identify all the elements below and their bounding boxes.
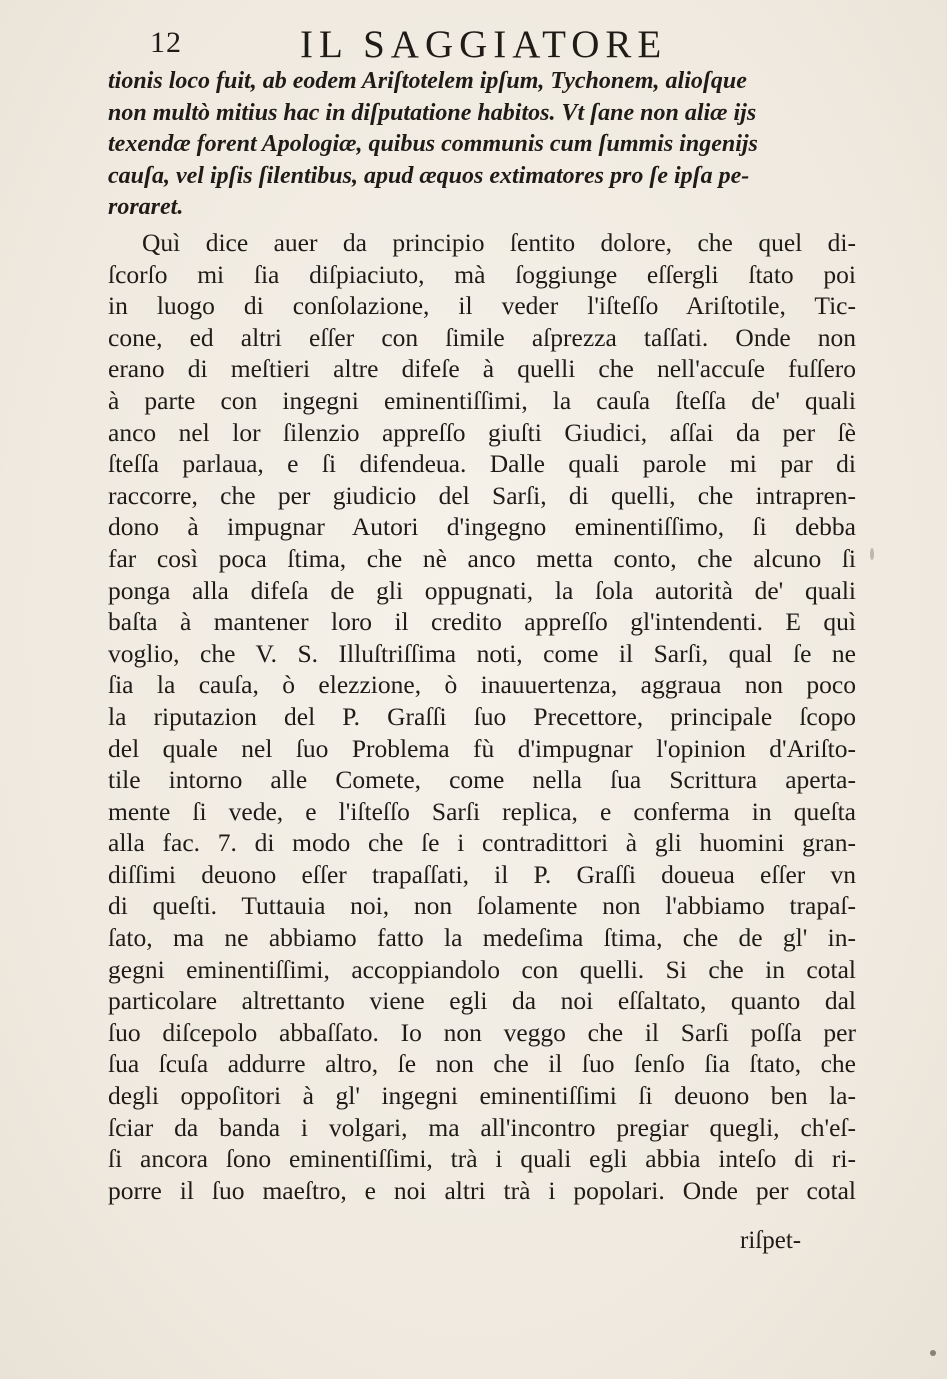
page-header [150, 22, 850, 66]
body-paragraph [108, 227, 856, 1206]
body-line: gegni eminentiſſimi, accoppiandolo con quelli. Si che in cotal [108, 954, 856, 984]
body-line: la riputazion del P. Graſſi ſuo Precettore, principale ſcopo [108, 701, 856, 731]
body-line: alla fac. 7. di modo che ſe i contradittori à gli huomini gran- [108, 828, 856, 858]
body-line: del quale nel ſuo Problema fù d'impugnar l'opinion d'Ariſto- [108, 733, 856, 763]
latin-line: non multò mitius hac in diſputatione habitos. Vt ſane non aliæ ijs [108, 99, 757, 126]
body-line: ſcorſo mi ſia diſpiaciuto, mà ſoggiunge eſſergli ſtato poi [108, 259, 856, 289]
latin-line: texendæ forent Apologiæ, quibus communis cum ſummis ingenijs [108, 131, 758, 157]
body-line: degli oppoſitori à gl' ingegni eminentiſſimi ſi deuono ben la- [108, 1081, 856, 1111]
body-line: erano di meſtieri altre difeſe à quelli che nell'accuſe fuſſero [108, 354, 856, 384]
running-title: IL SAGGIATORE [300, 23, 668, 66]
body-line: ſato, ma ne abbiamo fatto la medeſima ſtima, che de gl' in- [108, 923, 856, 953]
body-line: cone, ed altri eſſer con ſimile aſprezza taſſati. Onde non [108, 322, 856, 352]
body-line: particolare altrettanto viene egli da noi eſſaltato, quanto dal [108, 986, 856, 1016]
body-line: raccorre, che per giudicio del Sarſi, di quelli, che intrapren- [108, 480, 856, 510]
body-line: ſia la cauſa, ò elezzione, ò inauuertenza, aggraua non poco [108, 670, 856, 700]
body-line: mente ſi vede, e l'iſteſſo Sarſi replica, e conferma in queſta [108, 796, 856, 826]
latin-quotation [108, 66, 856, 224]
body-line: ſciar da banda i volgari, ma all'incontro pregiar quegli, ch'eſ- [108, 1112, 856, 1142]
body-line: tile intorno alle Comete, come nella ſua Scrittura aperta- [108, 765, 856, 795]
body-line: porre il ſuo maeſtro, e noi altri trà i popolari. Onde per cotal [108, 1175, 856, 1205]
body-line: di queſti. Tuttauia noi, non ſolamente non l'abbiamo trapaſ- [108, 891, 856, 921]
body-line: ſuo diſcepolo abbaſſato. Io non veggo che il Sarſi poſſa per [108, 1017, 856, 1047]
body-line: ſi ancora ſono eminentiſſimi, trà i quali egli abbia inteſo di ri- [108, 1144, 856, 1174]
page-number: 12 [150, 26, 182, 59]
body-line: voglio, che V. S. Illuſtriſſima noti, come il Sarſi, qual ſe ne [108, 638, 856, 668]
body-line: dono à impugnar Autori d'ingegno eminentiſſimo, ſi debba [108, 512, 856, 542]
body-line: Quì dice auer da principio ſentito dolore, che quel di- [142, 228, 856, 257]
latin-line: cauſa, vel ipſis ſilentibus, apud æquos extimatores pro ſe ipſa pe- [108, 162, 750, 189]
body-line: far così poca ſtima, che nè anco metta conto, che alcuno ſi [108, 543, 856, 573]
catchword: riſpet- [740, 1227, 802, 1254]
body-line: anco nel lor ſilenzio appreſſo giuſti Giudici, aſſai da per ſè [108, 417, 856, 447]
body-line: ſteſſa parlaua, e ſi difendeua. Dalle quali parole mi par di [108, 449, 856, 479]
body-line: à parte con ingegni eminentiſſimi, la cauſa ſteſſa de' quali [108, 385, 856, 415]
body-line: diſſimi deuono eſſer trapaſſati, il P. Graſſi doueua eſſer vn [108, 859, 856, 889]
body-line: ponga alla difeſa de gli oppugnati, la ſola autorità de' quali [108, 575, 856, 605]
body-line: ſua ſcuſa addurre altro, ſe non che il ſuo ſenſo ſia ſtato, che [108, 1049, 856, 1079]
latin-line: roraret. [108, 194, 184, 220]
body-line: in luogo di conſolazione, il veder l'iſteſſo Ariſtotile, Tic- [108, 291, 856, 321]
body-line: baſta à mantener loro il credito appreſſo gl'intendenti. E quì [108, 607, 856, 637]
latin-line: tionis loco fuit, ab eodem Ariſtotelem ipſum, Tychonem, alioſque [108, 68, 747, 94]
paper-spot [870, 548, 874, 560]
paper-spot [930, 1350, 936, 1356]
